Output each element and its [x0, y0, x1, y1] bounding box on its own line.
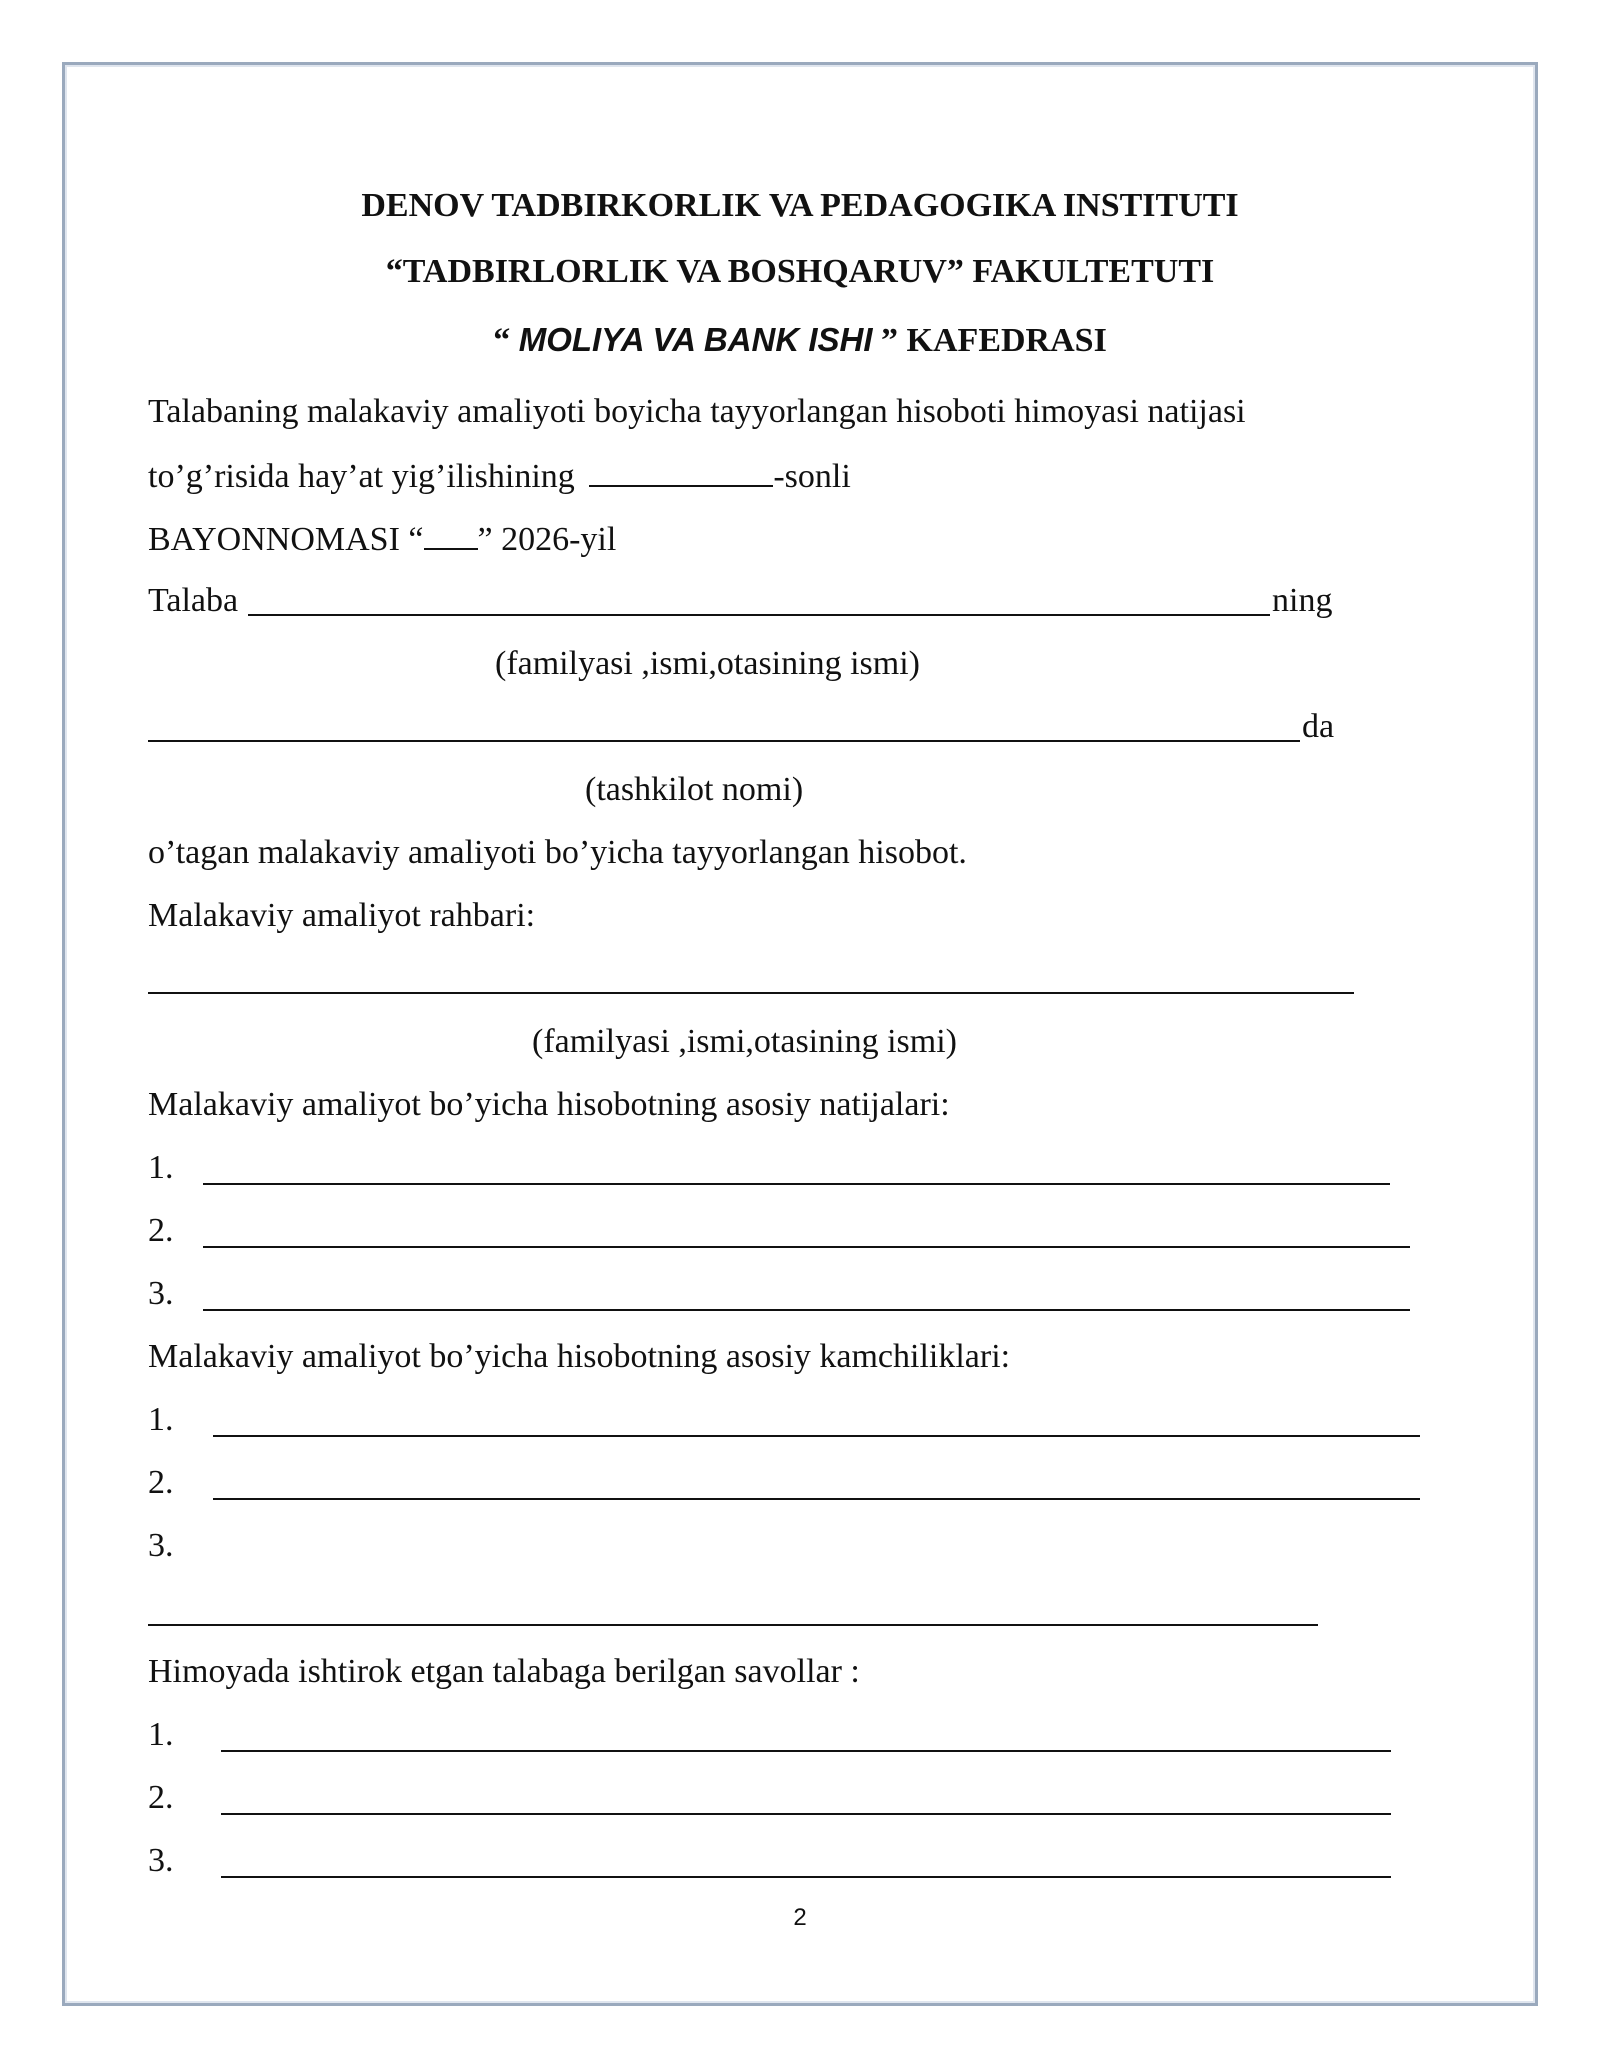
questions-number-1: 1. [148, 1716, 174, 1753]
intro-line-1: Talabaning malakaviy amaliyoti boyicha tayyorlangan hisoboti himoyasi natijasi [148, 393, 1246, 430]
results-blank-3[interactable] [203, 1309, 1410, 1311]
shortcomings-heading: Malakaviy amaliyot bo’yicha hisobotning asosiy kamchiliklari: [148, 1338, 1011, 1375]
department-suffix: ” KAFEDRASI [881, 322, 1107, 359]
questions-heading: Himoyada ishtirok etgan talabaga berilgan savollar : [148, 1653, 860, 1690]
student-label: Talaba [148, 582, 239, 619]
date-day-blank[interactable] [424, 518, 478, 550]
faculty-title: “TADBIRLORLIK VA BOSHQARUV” FAKULTETUTI [385, 253, 1215, 290]
intro-line-2-prefix: to’g’risida hay’at yig’ilishining [148, 458, 575, 495]
supervisor-label: Malakaviy amaliyot rahbari: [148, 897, 536, 934]
questions-blank-2[interactable] [221, 1813, 1391, 1815]
organization-blank[interactable] [148, 740, 1300, 742]
intro-line-3 [148, 518, 616, 560]
intro-line-3-prefix: BAYONNOMASI “ [148, 521, 424, 558]
results-blank-1[interactable] [203, 1183, 1390, 1185]
shortcomings-blank-2[interactable] [213, 1498, 1420, 1500]
institute-title: DENOV TADBIRKORLIK VA PEDAGOGIKA INSTITUTI [361, 187, 1239, 224]
student-suffix: ning [1272, 582, 1333, 619]
results-blank-2[interactable] [203, 1246, 1410, 1248]
shortcomings-number-1: 1. [148, 1401, 174, 1438]
shortcomings-blank-3[interactable] [148, 1624, 1318, 1626]
protocol-number-blank[interactable] [589, 455, 773, 487]
department-title [62, 320, 1538, 361]
questions-number-3: 3. [148, 1842, 174, 1879]
supervisor-caption: (familyasi ,ismi,otasining ismi) [532, 1023, 957, 1060]
report-line: o’tagan malakaviy amaliyoti bo’yicha tayyorlangan hisobot. [148, 834, 967, 871]
supervisor-name-blank[interactable] [148, 992, 1354, 994]
student-caption: (familyasi ,ismi,otasining ismi) [495, 645, 920, 682]
results-number-1: 1. [148, 1149, 174, 1186]
results-number-2: 2. [148, 1212, 174, 1249]
intro-line-2-suffix: -sonli [773, 458, 851, 495]
intro-line-2 [148, 455, 851, 497]
results-heading: Malakaviy amaliyot bo’yicha hisobotning asosiy natijalari: [148, 1086, 950, 1123]
shortcomings-number-2: 2. [148, 1464, 174, 1501]
page-number: 2 [793, 1904, 807, 1931]
organization-suffix: da [1302, 708, 1335, 745]
department-open-quote: “ [493, 322, 511, 359]
shortcomings-number-3: 3. [148, 1527, 174, 1564]
questions-blank-3[interactable] [221, 1876, 1391, 1878]
shortcomings-blank-1[interactable] [213, 1435, 1420, 1437]
student-name-blank[interactable] [248, 614, 1270, 616]
questions-number-2: 2. [148, 1779, 174, 1816]
questions-blank-1[interactable] [221, 1750, 1391, 1752]
results-number-3: 3. [148, 1275, 174, 1312]
organization-caption: (tashkilot nomi) [585, 771, 804, 808]
department-name: MOLIYA VA BANK ISHI [518, 321, 873, 358]
intro-line-3-suffix: ” 2026-yil [477, 521, 617, 558]
